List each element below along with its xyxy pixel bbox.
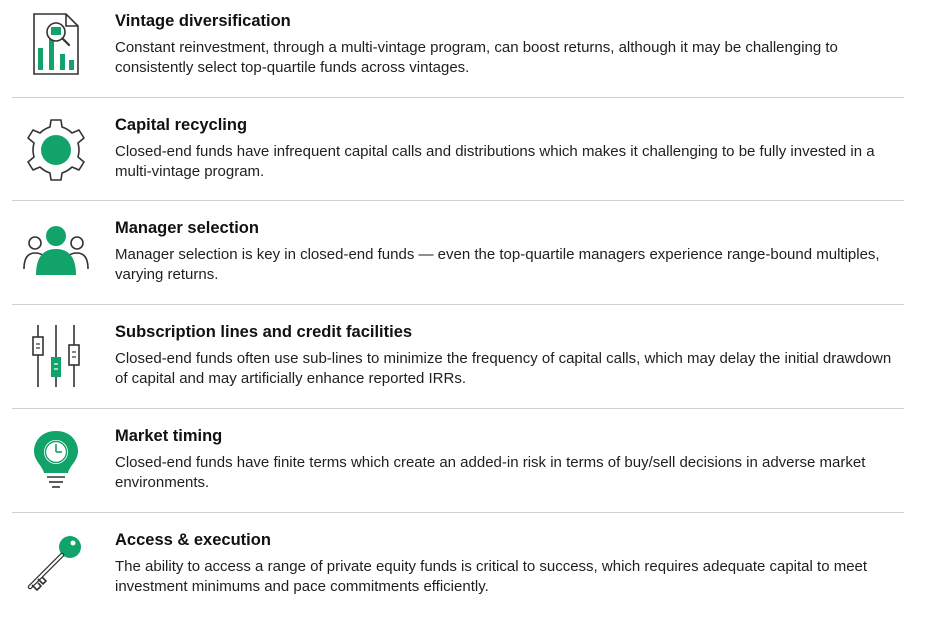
item-title: Manager selection: [115, 219, 259, 237]
item-description: Manager selection is key in closed-end funds — even the top-quartile managers experience range-bound multiples, varying returns.: [115, 246, 880, 283]
list-item: [0, 311, 904, 415]
item-description: Constant reinvestment, through a multi-vintage program, can boost returns, although it may be challenging to consistently select top-quartile funds across vintages.: [115, 39, 838, 76]
item-title: Access & execution: [115, 531, 271, 549]
chart-search-icon: [22, 10, 90, 78]
item-description: Closed-end funds have infrequent capital calls and distributions which makes it challenging to be fully invested in a multi-vintage program.: [115, 143, 875, 180]
list-item: [0, 0, 904, 104]
divider: [12, 512, 904, 513]
lightbulb-clock-icon: [22, 427, 90, 495]
divider: [12, 97, 904, 98]
list-item: [0, 104, 904, 208]
item-description: Closed-end funds have finite terms which create an added-in risk in terms of buy/sell decisions in adverse market environments.: [115, 454, 866, 491]
item-title: Vintage diversification: [115, 12, 291, 30]
gear-icon: [22, 114, 90, 182]
item-title: Market timing: [115, 427, 223, 445]
candlestick-icon: [22, 323, 90, 391]
list-item: [0, 207, 904, 311]
people-icon: [22, 219, 90, 287]
list-item: [0, 519, 904, 623]
key-icon: [22, 531, 90, 599]
divider: [12, 304, 904, 305]
item-title: Subscription lines and credit facilities: [115, 323, 413, 341]
item-title: Capital recycling: [115, 116, 248, 134]
list-item: [0, 415, 904, 519]
divider: [12, 200, 904, 201]
divider: [12, 408, 904, 409]
item-description: Closed-end funds often use sub-lines to minimize the frequency of capital calls, which may delay the initial drawdown of capital and may artificially enhance reported IRRs.: [115, 350, 892, 387]
item-description: The ability to access a range of private equity funds is critical to success, which requires adequate capital to meet investment minimums and pace commitments efficiently.: [115, 558, 868, 595]
